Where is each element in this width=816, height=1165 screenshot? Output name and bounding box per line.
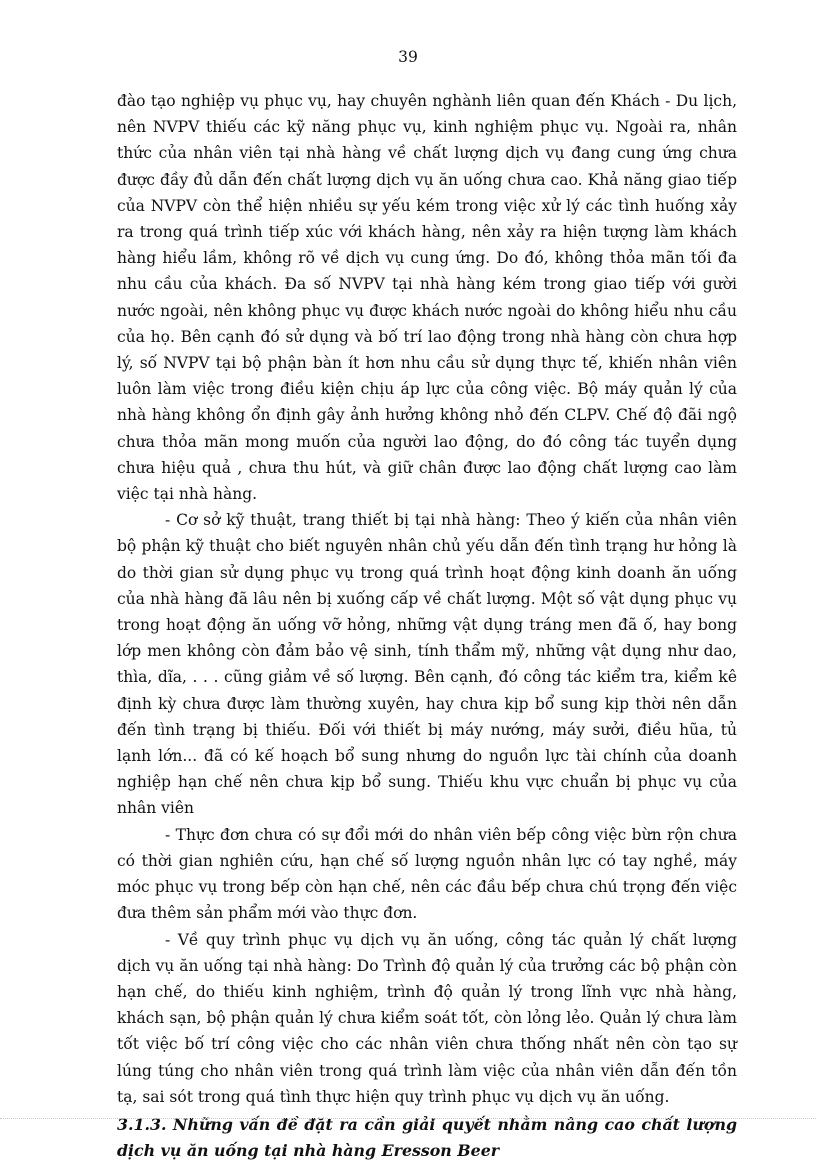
paragraph-facilities: - Cơ sở kỹ thuật, trang thiết bị tại nhà hàng: Theo ý kiến của nhân viên bộ phận kỹ thuật cho biết nguyên nhân chủ yếu dẫn đến tình trạng hư hỏng là do thời gian sử dụng phục vụ trong quá trình hoạt động kinh doanh ăn uống của nhà hàng đã lâu nên bị xuống cấp về chất lượng. Một số vật dụng phục vụ trong hoạt động ăn uống vỡ hỏng, những vật dụng tráng men đã ố, hay bong lớp men không còn đảm bảo vệ sinh, tính thẩm mỹ, những vật dụng như dao, thìa, dĩa, . . . cũng giảm về số lượng. Bên cạnh, đó công tác kiểm tra, kiểm kê định kỳ chưa được làm thường xuyên, hay chưa kịp bổ sung kịp thời nên dẫn đến tình trạng bị thiếu. Đối với thiết bị máy nướng, máy sưởi, điều hũa, tủ lạnh lớn... đã có kế hoạch bổ sung nhưng do nguồn lực tài chính của doanh nghiệp hạn chế nên chưa kịp bổ sung. Thiếu khu vực chuẩn bị phục vụ của nhân viên	[117, 511, 737, 818]
page-bottom-divider	[0, 1118, 816, 1119]
paragraph-staff-issues: đào tạo nghiệp vụ phục vụ, hay chuyên nghành liên quan đến Khách - Du lịch, nên NVPV thiếu các kỹ năng phục vụ, kinh nghiệm phục vụ. Ngoài ra, nhân thức của nhân viên tại nhà hàng về chất lượng dịch vụ đang cung ứng chưa được đầy đủ dẫn đến chất lượng dịch vụ ăn uống chưa cao. Khả năng giao tiếp của NVPV còn thể hiện nhiều sự yếu kém trong việc xử lý các tình huống xảy ra trong quá trình tiếp xúc với khách hàng, nên xảy ra hiện tượng làm khách hàng hiểu lầm, không rõ về dịch vụ cung ứng. Do đó, không thỏa mãn tối đa nhu cầu của khách. Đa số NVPV tại nhà hàng kém trong giao tiếp với gười nước ngoài, nên không phục vụ được khách nước ngoài do không hiểu nhu cầu của họ. Bên cạnh đó sử dụng và bố trí lao động trong nhà hàng còn chưa hợp lý, số NVPV tại bộ phận bàn ít hơn nhu cầu sử dụng thực tế, khiến nhân viên luôn làm việc trong điều kiện chịu áp lực của công việc. Bộ máy quản lý của nhà hàng không ổn định gây ảnh hưởng không nhỏ đến CLPV. Chế độ đãi ngộ chưa thỏa mãn mong muốn của người lao động, do đó công tác tuyển dụng chưa hiệu quả , chưa thu hút, và giữ chân được lao động chất lượng cao làm việc tại nhà hàng.	[117, 92, 737, 504]
section-heading: 3.1.3. Những vấn đề đặt ra cần giải quyết nhằm nâng cao chất lượng dịch vụ ăn uống tại nhà hàng Eresson Beer	[117, 1114, 737, 1161]
paragraph-menu: - Thực đơn chưa có sự đổi mới do nhân viên bếp công việc bừn rộn chưa có thời gian nghiên cứu, hạn chế số lượng nguồn nhân lực có tay nghề, máy móc phục vụ trong bếp còn hạn chế, nên các đầu bếp chưa chú trọng đến việc đưa thêm sản phẩm mới vào thực đơn.	[117, 825, 737, 923]
document-body	[117, 88, 737, 1165]
page-number: 39	[398, 48, 418, 66]
paragraph-service-process: - Về quy trình phục vụ dịch vụ ăn uống, công tác quản lý chất lượng dịch vụ ăn uống tại nhà hàng: Do Trình độ quản lý của trưởng các bộ phận còn hạn chế, do thiếu kinh nghiệm, trình độ quản lý trong lĩnh vực nhà hàng, khách sạn, bộ phận quản lý chưa kiểm soát tốt, còn lỏng lẻo. Quản lý chưa làm tốt việc bố trí công việc cho các nhân viên chưa thống nhất nên còn tạo sự lúng túng cho nhân viên trong quá trình làm việc của nhân viên dẫn đến tồn tạ, sai sót trong quá tình thực hiện quy trình phục vụ dịch vụ ăn uống.	[117, 930, 737, 1106]
